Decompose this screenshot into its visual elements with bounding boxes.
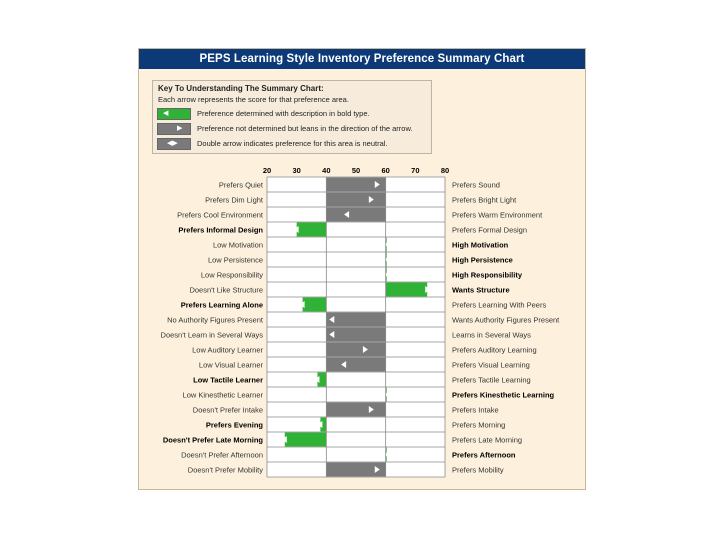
scale-tick-label: 70 [411,166,420,175]
row-right-label: Wants Authority Figures Present [452,315,560,325]
row-left-label: Prefers Quiet [218,180,263,190]
key-subtitle: Each arrow represents the score for that preference area. [158,95,349,104]
row-right-label: Wants Structure [452,285,510,295]
row-right-label: Prefers Warm Environment [452,210,543,220]
row-right-label: Prefers Morning [452,420,506,430]
row-left-label: Low Tactile Learner [193,375,263,385]
row-background [267,297,445,312]
score-bar [326,193,385,207]
right-arrow-icon: ▶ [177,125,183,132]
row-background [267,417,445,432]
row-left-label: Low Kinesthetic Learner [182,390,263,400]
key-text-neutral: Double arrow indicates preference for this area is neutral. [197,139,388,148]
scale-tick-label: 80 [440,166,450,175]
row-right-label: Prefers Late Morning [452,435,523,445]
row-right-label: High Responsibility [452,270,523,280]
row-right-label: Prefers Intake [452,405,499,415]
row-left-label: Doesn't Learn in Several Ways [160,330,263,340]
key-title: Key To Understanding The Summary Chart: [158,84,324,93]
row-right-label: High Motivation [452,240,509,250]
score-bar [326,328,385,342]
row-left-label: Doesn't Like Structure [189,285,263,295]
row-background [267,237,445,252]
scale-tick-label: 30 [292,166,301,175]
score-bar [326,343,385,357]
scale-tick-label: 40 [322,166,331,175]
key-text-leaning: Preference not determined but leans in the direction of the arrow. [197,124,413,133]
row-right-label: Prefers Sound [452,180,500,190]
score-bar [303,298,327,312]
row-right-label: Prefers Learning With Peers [452,300,547,310]
score-bar [326,313,385,327]
row-left-label: Doesn't Prefer Late Morning [162,435,263,445]
row-right-label: Learns in Several Ways [452,330,531,340]
row-left-label: Prefers Evening [205,420,263,430]
row-background [267,387,445,402]
chart-title: PEPS Learning Style Inventory Preference Summary Chart [139,49,585,69]
row-background [267,252,445,267]
row-right-label: Prefers Afternoon [452,450,516,460]
row-right-label: Prefers Visual Learning [452,360,530,370]
row-left-label: Low Persistence [207,255,263,265]
double-arrow-icon: ◀▶ [167,140,178,147]
scale-tick-label: 50 [351,166,361,175]
row-right-label: Prefers Bright Light [452,195,517,205]
row-background [267,447,445,462]
score-bar [326,403,385,417]
score-bar [326,358,385,372]
score-bar [326,208,385,222]
row-right-label: Prefers Formal Design [452,225,528,235]
key-text-determined: Preference determined with description in bold type. [197,109,370,118]
score-bar [386,283,428,297]
peps-summary-chart [138,48,586,490]
row-right-label: Prefers Kinesthetic Learning [452,390,555,400]
row-right-label: High Persistence [452,255,513,265]
summary-grid [139,49,585,489]
row-right-label: Prefers Mobility [452,465,504,475]
row-left-label: Prefers Cool Environment [177,210,263,220]
row-left-label: Doesn't Prefer Mobility [187,465,263,475]
row-left-label: Low Responsibility [200,270,263,280]
row-background [267,372,445,387]
row-left-label: Prefers Learning Alone [180,300,263,310]
row-left-label: No Authority Figures Present [167,315,263,325]
row-left-label: Low Visual Learner [198,360,263,370]
left-arrow-icon: ◀ [163,110,169,117]
row-left-label: Low Auditory Learner [192,345,263,355]
scale-tick-label: 20 [262,166,272,175]
scale-tick-label: 60 [381,166,390,175]
row-right-label: Prefers Auditory Learning [452,345,537,355]
row-background [267,267,445,282]
row-right-label: Prefers Tactile Learning [452,375,531,385]
row-left-label: Prefers Dim Light [205,195,263,205]
row-left-label: Low Motivation [212,240,263,250]
row-left-label: Prefers Informal Design [178,225,263,235]
score-bar [285,433,327,447]
row-left-label: Doesn't Prefer Afternoon [181,450,263,460]
score-bar [297,223,327,237]
row-left-label: Doesn't Prefer Intake [192,405,263,415]
